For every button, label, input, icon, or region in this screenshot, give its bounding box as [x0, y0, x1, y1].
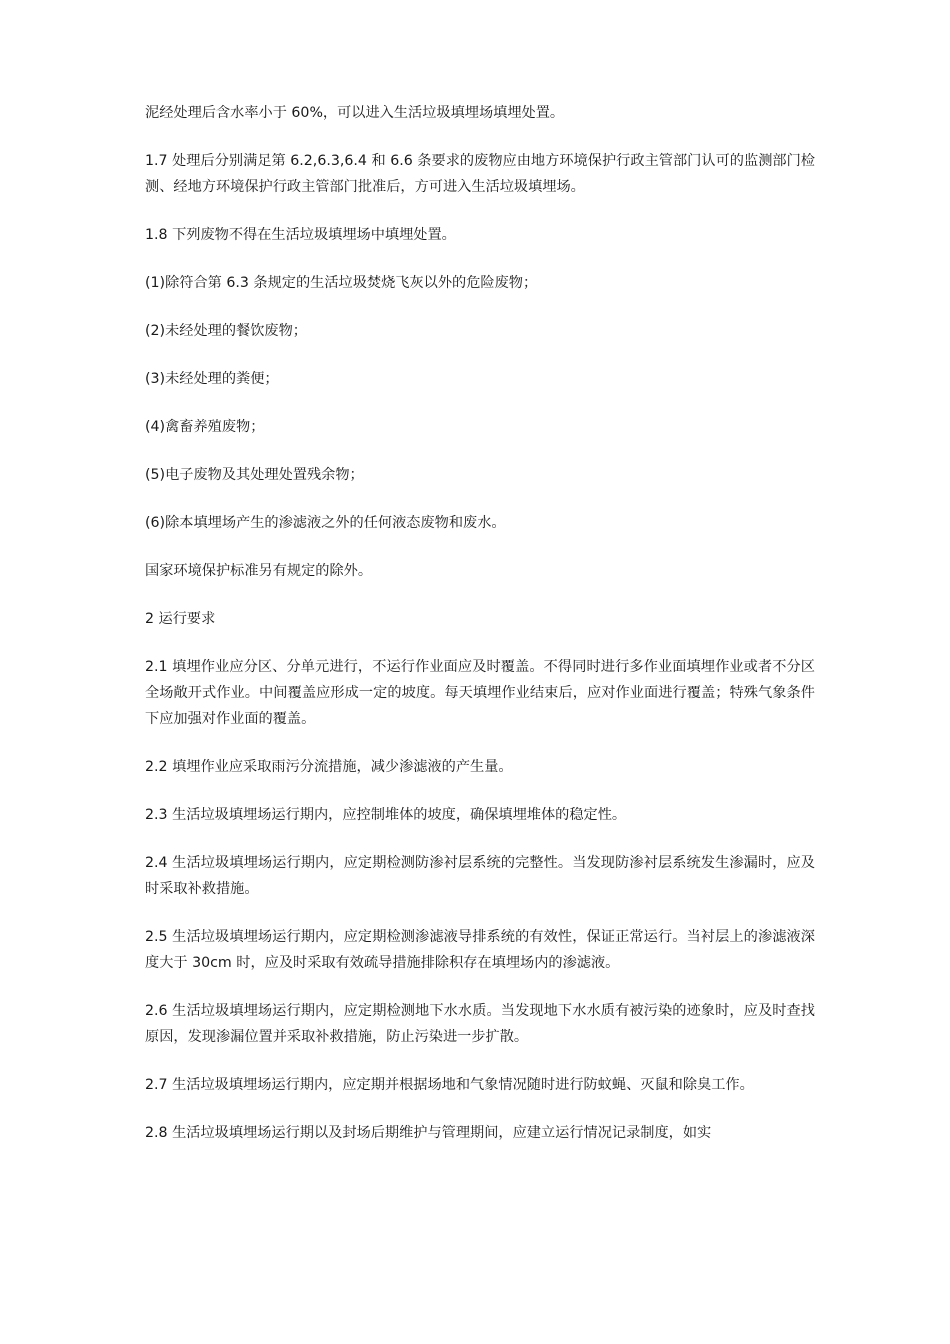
paragraph-1-8: 1.8 下列废物不得在生活垃圾填埋场中填埋处置。 [145, 227, 456, 243]
list-item-2: (2)未经处理的餐饮废物； [145, 323, 307, 339]
paragraph-sludge-moisture: 泥经处理后含水率小于 60%，可以进入生活垃圾填埋场填埋处置。 [145, 105, 565, 121]
list-item-5: (5)电子废物及其处理处置残余物； [145, 467, 364, 483]
list-item-1: (1)除符合第 6.3 条规定的生活垃圾焚烧飞灰以外的危险废物； [145, 275, 538, 291]
paragraph-2-4: 2.4 生活垃圾填埋场运行期内，应定期检测防渗衬层系统的完整性。当发现防渗衬层系统发生渗漏时，应及时采取补救措施。 [145, 855, 815, 897]
paragraph-1-7: 1.7 处理后分别满足第 6.2,6.3,6.4 和 6.6 条要求的废物应由地方环境保护行政主管部门认可的监测部门检测、经地方环境保护行政主管部门批准后，方可进入生活垃圾填埋场。 [145, 153, 815, 195]
paragraph-2-3: 2.3 生活垃圾填埋场运行期内，应控制堆体的坡度，确保填埋堆体的稳定性。 [145, 807, 627, 823]
list-item-3: (3)未经处理的粪便； [145, 371, 279, 387]
paragraph-2-2: 2.2 填埋作业应采取雨污分流措施，减少渗滤液的产生量。 [145, 759, 513, 775]
list-item-6: (6)除本填埋场产生的渗滤液之外的任何液态废物和废水。 [145, 515, 506, 531]
list-item-4: (4)禽畜养殖废物； [145, 419, 265, 435]
section-heading-2: 2 运行要求 [145, 611, 216, 627]
paragraph-2-8: 2.8 生活垃圾填埋场运行期以及封场后期维护与管理期间，应建立运行情况记录制度，如实 [145, 1125, 712, 1141]
document-page [145, 100, 815, 1168]
paragraph-exception: 国家环境保护标准另有规定的除外。 [145, 563, 373, 579]
paragraph-2-6: 2.6 生活垃圾填埋场运行期内，应定期检测地下水水质。当发现地下水水质有被污染的迹象时，应及时查找原因，发现渗漏位置并采取补救措施，防止污染进一步扩散。 [145, 1003, 815, 1045]
paragraph-2-5: 2.5 生活垃圾填埋场运行期内，应定期检测渗滤液导排系统的有效性，保证正常运行。当衬层上的渗滤液深度大于 30cm 时，应及时采取有效疏导措施排除积存在填埋场内的渗滤液。 [145, 929, 815, 971]
paragraph-2-7: 2.7 生活垃圾填埋场运行期内，应定期并根据场地和气象情况随时进行防蚊蝇、灭鼠和除臭工作。 [145, 1077, 754, 1093]
paragraph-2-1: 2.1 填埋作业应分区、分单元进行，不运行作业面应及时覆盖。不得同时进行多作业面填埋作业或者不分区全场敞开式作业。中间覆盖应形成一定的坡度。每天填埋作业结束后，应对作业面进行覆盖；特殊气象条件下应加强对作业面的覆盖。 [145, 659, 815, 727]
